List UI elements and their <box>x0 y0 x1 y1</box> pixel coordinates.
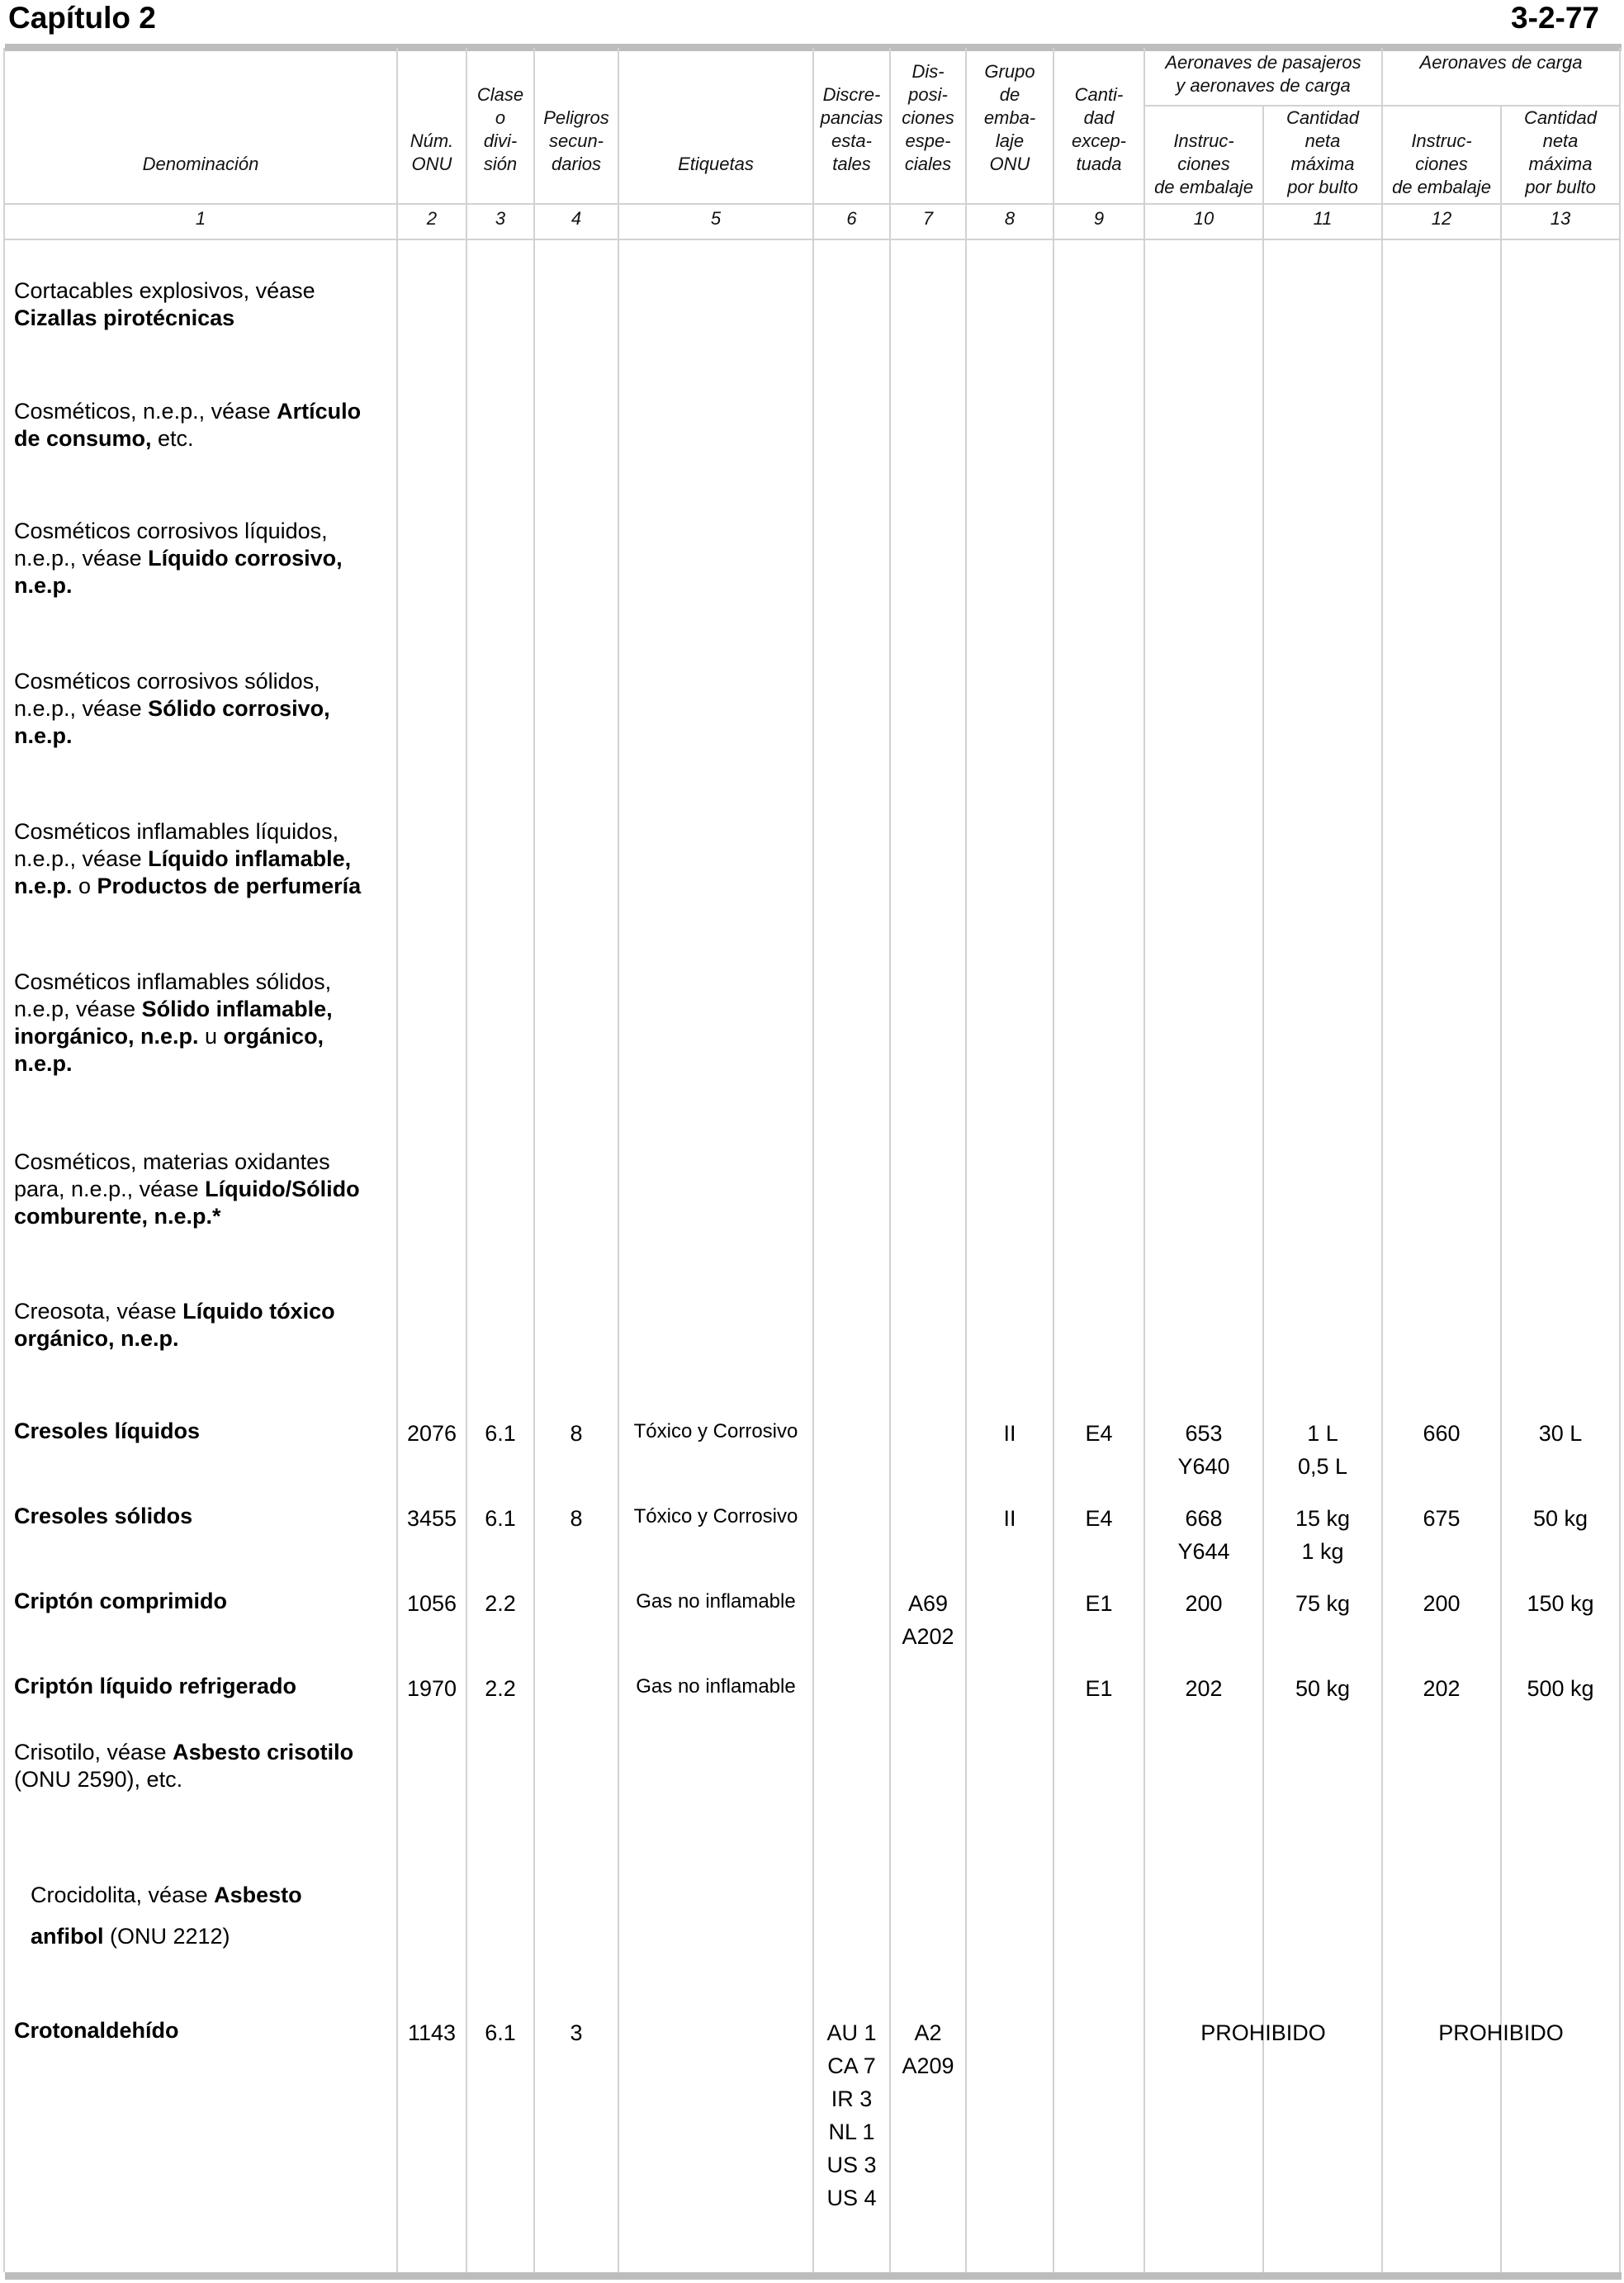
subsidiary-risk: 8 <box>570 1421 583 1446</box>
bottom-rule <box>5 2272 1622 2280</box>
col-header-cao-max-net-quantity-line: Cantidad <box>1523 107 1598 128</box>
state-variation: US 4 <box>826 2186 877 2210</box>
col-header-cao-packing-instructions-line: Instruc- <box>1411 130 1472 151</box>
cao-packing-instruction: 660 <box>1423 1421 1461 1446</box>
class-division: 6.1 <box>485 2020 516 2045</box>
class-division: 6.1 <box>485 1506 516 1531</box>
special-provision: A2 <box>914 2020 942 2045</box>
forbidden-cargo: PROHIBIDO <box>1438 2020 1564 2045</box>
column-number: 5 <box>710 208 722 229</box>
col-header-class-line: Clase <box>476 84 524 105</box>
pax-packing-instruction: Y644 <box>1177 1539 1230 1564</box>
col-header-packing-group-line: ONU <box>989 154 1030 174</box>
cross-reference-line: Cosméticos inflamables sólidos, <box>14 969 332 994</box>
column-divider <box>889 48 891 2272</box>
cao-packing-instruction: 202 <box>1423 1676 1461 1701</box>
column-divider <box>1500 106 1502 2272</box>
col-header-packing-group-line: Grupo <box>984 61 1035 82</box>
cross-reference-line: Cosméticos corrosivos sólidos, <box>14 669 320 694</box>
column-number: 12 <box>1431 208 1452 229</box>
cross-reference-line: n.e.p. <box>14 1051 73 1076</box>
column-divider <box>812 48 814 2272</box>
column-number: 2 <box>426 208 438 229</box>
cao-max-quantity: 150 kg <box>1527 1591 1594 1616</box>
column-divider <box>965 48 967 2272</box>
packing-group: II <box>1003 1506 1016 1531</box>
col-header-un-number <box>397 130 466 176</box>
un-number: 1143 <box>407 2020 457 2045</box>
cross-reference-line: inorgánico, n.e.p. u orgánico, <box>14 1024 324 1049</box>
col-header-packing-group-line: de <box>999 84 1020 105</box>
column-divider <box>1619 48 1621 2272</box>
state-variation: NL 1 <box>828 2120 875 2144</box>
cao-packing-instruction: 200 <box>1423 1591 1461 1616</box>
state-variation: US 3 <box>826 2153 877 2177</box>
group-header-cargo-aircraft: Aeronaves de carga <box>1419 52 1583 73</box>
col-header-cao-max-net-quantity-line: máxima <box>1528 154 1593 174</box>
special-provision: A209 <box>902 2053 954 2078</box>
cross-reference-line: orgánico, n.e.p. <box>14 1326 179 1351</box>
subsidiary-risk: 8 <box>570 1506 583 1531</box>
excepted-quantity: E1 <box>1085 1591 1113 1616</box>
hazard-labels: Gas no inflamable <box>636 1590 796 1613</box>
colnum-bottom-line <box>4 239 1620 240</box>
cross-reference-line: Cosméticos corrosivos líquidos, <box>14 519 328 543</box>
column-divider <box>1381 48 1383 2272</box>
cross-reference-line: n.e.p., véase Líquido inflamable, <box>14 846 352 871</box>
col-header-subsidiary-risk-line: Peligros <box>543 107 609 128</box>
cross-reference-line: n.e.p., véase Líquido corrosivo, <box>14 546 343 571</box>
col-header-class <box>466 83 534 176</box>
cross-reference <box>14 1149 394 1230</box>
column-number: 11 <box>1313 208 1333 229</box>
column-number: 4 <box>571 208 582 229</box>
col-header-packing-group <box>966 60 1053 176</box>
hazard-labels: Tóxico y Corrosivo <box>633 1505 798 1528</box>
header-bottom-line <box>4 203 1620 205</box>
column-number: 3 <box>495 208 506 229</box>
cross-reference-line: Crocidolita, véase Asbesto <box>31 1883 302 1907</box>
col-header-pax-packing-instructions-line: de embalaje <box>1154 177 1253 197</box>
col-header-subsidiary-risk <box>534 107 618 176</box>
packing-group: II <box>1003 1421 1016 1446</box>
cross-reference <box>14 969 394 1078</box>
col-header-state-variations-line: tales <box>832 154 871 174</box>
column-number: 9 <box>1093 208 1105 229</box>
chapter-title: Capítulo 2 <box>8 1 156 35</box>
cross-reference-line: n.e.p. o Productos de perfumería <box>14 874 362 898</box>
col-header-state-variations-line: pancias <box>820 107 883 128</box>
cross-reference <box>14 398 394 452</box>
special-provision: A202 <box>902 1624 954 1649</box>
col-header-pax-max-net-quantity-line: Cantidad <box>1285 107 1360 128</box>
cao-max-quantity: 30 L <box>1538 1421 1583 1446</box>
column-divider <box>1053 48 1054 2272</box>
column-divider <box>466 48 467 2272</box>
cross-reference-line: n.e.p. <box>14 723 73 748</box>
col-header-class-line: divi- <box>483 130 518 151</box>
cross-reference <box>14 668 394 750</box>
col-header-excepted-quantity-line: dad <box>1083 107 1115 128</box>
col-header-state-variations <box>813 83 890 176</box>
col-header-excepted-quantity <box>1053 83 1144 176</box>
cross-reference-line: n.e.p., véase Sólido corrosivo, <box>14 696 330 721</box>
column-number: 13 <box>1550 208 1571 229</box>
entry-name: Cresoles sólidos <box>14 1504 193 1528</box>
cross-reference-line: de consumo, etc. <box>14 426 194 451</box>
cross-reference-line: Cosméticos inflamables líquidos, <box>14 819 339 844</box>
col-header-cao-packing-instructions-line: de embalaje <box>1392 177 1491 197</box>
col-header-un-number-line: ONU <box>411 154 452 174</box>
forbidden-passenger: PROHIBIDO <box>1200 2020 1326 2045</box>
cross-reference-line: Creosota, véase Líquido tóxico <box>14 1299 335 1324</box>
entry-name: Cresoles líquidos <box>14 1419 201 1443</box>
col-header-pax-max-net-quantity-line: neta <box>1304 130 1341 151</box>
col-header-pax-max-net-quantity <box>1263 107 1382 199</box>
state-variation: CA 7 <box>827 2053 876 2078</box>
pax-packing-instruction: 202 <box>1185 1676 1223 1701</box>
entry-name: Criptón líquido refrigerado <box>14 1674 296 1698</box>
page-number: 3-2-77 <box>1511 1 1599 35</box>
col-header-pax-packing-instructions-line: Instruc- <box>1173 130 1234 151</box>
col-header-pax-max-net-quantity-line: máxima <box>1290 154 1355 174</box>
cross-reference-line: n.e.p. <box>14 573 73 598</box>
pax-max-quantity: 75 kg <box>1295 1591 1351 1616</box>
cao-packing-instruction: 675 <box>1423 1506 1461 1531</box>
column-divider <box>533 48 535 2272</box>
pax-max-quantity: 50 kg <box>1295 1676 1351 1701</box>
un-number: 1056 <box>406 1591 457 1616</box>
col-header-excepted-quantity-line: Canti- <box>1074 84 1124 105</box>
cross-reference-line: Cosméticos, n.e.p., véase Artículo <box>14 399 362 424</box>
cross-reference-line: anfibol (ONU 2212) <box>31 1924 230 1949</box>
cross-reference <box>14 1739 394 1793</box>
cross-reference-line: (ONU 2590), etc. <box>14 1767 183 1792</box>
col-header-packing-group-line: laje <box>995 130 1025 151</box>
un-number: 2076 <box>406 1421 457 1446</box>
subsidiary-risk: 3 <box>570 2020 583 2045</box>
excepted-quantity: E4 <box>1085 1506 1113 1531</box>
col-header-special-provisions <box>890 60 966 176</box>
cross-reference <box>14 277 394 332</box>
col-header-special-provisions-line: ciales <box>904 154 952 174</box>
cao-max-quantity: 50 kg <box>1532 1506 1588 1531</box>
cross-reference-line: comburente, n.e.p.* <box>14 1204 221 1229</box>
column-divider <box>3 48 5 2272</box>
class-division: 2.2 <box>485 1591 516 1616</box>
col-header-packing-group-line: emba- <box>983 107 1036 128</box>
pax-max-quantity: 1 L <box>1307 1421 1338 1446</box>
col-header-cao-max-net-quantity <box>1501 107 1620 199</box>
excepted-quantity: E1 <box>1085 1676 1113 1701</box>
column-number: 7 <box>922 208 934 229</box>
cross-reference-line: Crisotilo, véase Asbesto crisotilo <box>14 1740 354 1764</box>
group-header-passenger-aircraft <box>1144 51 1382 97</box>
excepted-quantity: E4 <box>1085 1421 1113 1446</box>
pax-max-quantity: 0,5 L <box>1297 1454 1348 1479</box>
hazard-labels: Gas no inflamable <box>636 1675 796 1698</box>
col-header-special-provisions-line: ciones <box>902 107 954 128</box>
col-header-pax-packing-instructions <box>1144 130 1263 199</box>
col-header-cao-max-net-quantity-line: neta <box>1542 130 1579 151</box>
col-header-excepted-quantity-line: excep- <box>1071 130 1127 151</box>
col-header-special-provisions-line: posi- <box>908 84 948 105</box>
cross-reference <box>14 1298 394 1352</box>
cross-reference-line: Cizallas pirotécnicas <box>14 306 235 330</box>
column-number: 6 <box>846 208 857 229</box>
un-number: 1970 <box>406 1676 457 1701</box>
column-number: 10 <box>1193 208 1214 229</box>
col-header-un-number-line: Núm. <box>410 130 454 151</box>
col-header-state-variations-line: esta- <box>831 130 872 151</box>
column-divider <box>1262 106 1264 2272</box>
pax-max-quantity: 15 kg <box>1295 1506 1351 1531</box>
pax-packing-instruction: 668 <box>1185 1506 1223 1531</box>
cross-reference-line: n.e.p, véase Sólido inflamable, <box>14 997 333 1021</box>
column-number: 1 <box>195 208 206 229</box>
col-header-class-line: sión <box>483 154 518 174</box>
col-header-labels <box>618 153 813 176</box>
entry-name: Crotonaldehído <box>14 2018 179 2043</box>
col-header-pax-max-net-quantity-line: por bulto <box>1287 177 1358 197</box>
state-variation: IR 3 <box>831 2086 873 2111</box>
cross-reference-line: para, n.e.p., véase Líquido/Sólido <box>14 1177 360 1201</box>
column-divider <box>1143 48 1145 2272</box>
pax-packing-instruction: Y640 <box>1177 1454 1230 1479</box>
col-header-cao-max-net-quantity-line: por bulto <box>1525 177 1596 197</box>
col-header-labels-line: Etiquetas <box>678 154 754 174</box>
cross-reference-line: Cosméticos, materias oxidantes <box>14 1149 330 1174</box>
col-header-special-provisions-line: espe- <box>905 130 951 151</box>
col-header-excepted-quantity-line: tuada <box>1076 154 1122 174</box>
un-number: 3455 <box>406 1506 457 1531</box>
group-header-passenger-line: y aeronaves de carga <box>1176 75 1351 96</box>
cross-reference-line: Cortacables explosivos, véase <box>14 278 315 303</box>
class-division: 6.1 <box>485 1421 516 1446</box>
col-header-pax-packing-instructions-line: ciones <box>1177 154 1230 174</box>
col-header-cao-packing-instructions-line: ciones <box>1415 154 1468 174</box>
group-header-passenger-line: Aeronaves de pasajeros <box>1165 52 1361 73</box>
col-header-subsidiary-risk-line: darios <box>552 154 601 174</box>
entry-name: Criptón comprimido <box>14 1589 227 1613</box>
col-header-cao-packing-instructions <box>1382 130 1501 199</box>
cross-reference <box>14 818 394 900</box>
class-division: 2.2 <box>485 1676 516 1701</box>
hazard-labels: Tóxico y Corrosivo <box>633 1420 798 1442</box>
col-header-subsidiary-risk-line: secun- <box>548 130 604 151</box>
special-provision: A69 <box>907 1591 949 1616</box>
state-variation: AU 1 <box>826 2020 877 2045</box>
col-header-denominacion: Denominación <box>142 154 259 174</box>
col-header-special-provisions-line: Dis- <box>911 61 945 82</box>
cross-reference <box>14 518 394 599</box>
column-divider <box>618 48 619 2272</box>
col-header-state-variations-line: Discre- <box>822 84 881 105</box>
pax-packing-instruction: 200 <box>1185 1591 1223 1616</box>
pax-packing-instruction: 653 <box>1185 1421 1223 1446</box>
col-header-class-line: o <box>495 107 506 128</box>
cao-max-quantity: 500 kg <box>1527 1676 1594 1701</box>
pax-max-quantity: 1 kg <box>1301 1539 1344 1564</box>
column-number: 8 <box>1004 208 1016 229</box>
cross-reference <box>31 1874 410 1957</box>
